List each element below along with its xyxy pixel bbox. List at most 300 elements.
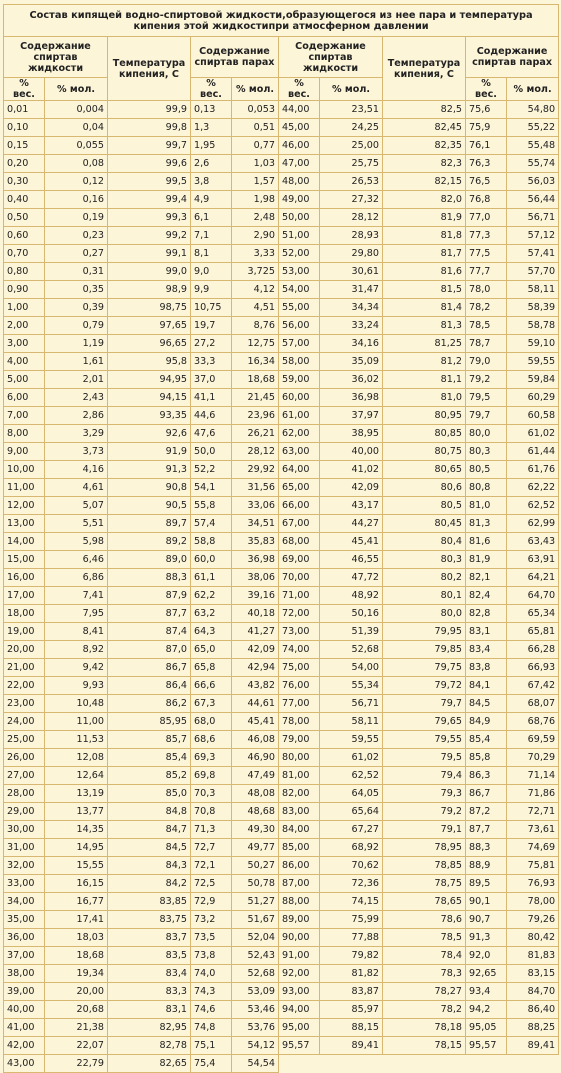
- table-row: [4, 695, 559, 713]
- vapor-mol-cell: 66,28: [507, 641, 559, 659]
- liquid-wt-cell: 52,00: [279, 245, 320, 263]
- table-row: [4, 623, 559, 641]
- boiling-temp-cell: 84,8: [108, 803, 191, 821]
- vapor-wt-cell: 50,0: [191, 443, 232, 461]
- header-boiling-temp: Температура кипения, С: [108, 37, 191, 101]
- table-row: [4, 965, 559, 983]
- boiling-temp-cell: 87,0: [108, 641, 191, 659]
- vapor-wt-cell: 72,5: [191, 875, 232, 893]
- liquid-wt-cell: 17,00: [4, 587, 45, 605]
- table-row: [4, 1055, 559, 1073]
- empty-cell: [279, 1055, 559, 1073]
- liquid-wt-cell: 18,00: [4, 605, 45, 623]
- boiling-temp-cell: 99,5: [108, 173, 191, 191]
- boiling-temp-cell: 80,95: [383, 407, 466, 425]
- vapor-mol-cell: 0,77: [232, 137, 279, 155]
- liquid-wt-cell: 95,57: [279, 1037, 320, 1055]
- table-row: [4, 1001, 559, 1019]
- liquid-wt-cell: 59,00: [279, 371, 320, 389]
- liquid-mol-cell: 54,00: [320, 659, 383, 677]
- liquid-wt-cell: 68,00: [279, 533, 320, 551]
- header-vapor-mol-right: % мол.: [507, 78, 559, 101]
- liquid-wt-cell: 10,00: [4, 461, 45, 479]
- boiling-temp-cell: 81,1: [383, 371, 466, 389]
- boiling-temp-cell: 79,95: [383, 623, 466, 641]
- boiling-temp-cell: 82,15: [383, 173, 466, 191]
- vapor-wt-cell: 10,75: [191, 299, 232, 317]
- vapor-wt-cell: 75,1: [191, 1037, 232, 1055]
- liquid-wt-cell: 20,00: [4, 641, 45, 659]
- table-row: [4, 227, 559, 245]
- boiling-temp-cell: 87,9: [108, 587, 191, 605]
- vapor-mol-cell: 0,053: [232, 101, 279, 119]
- table-row: [4, 101, 559, 119]
- liquid-mol-cell: 15,55: [45, 857, 108, 875]
- table-row: [4, 173, 559, 191]
- table-row: [4, 479, 559, 497]
- liquid-mol-cell: 64,05: [320, 785, 383, 803]
- vapor-wt-cell: 84,5: [466, 695, 507, 713]
- table-row: [4, 569, 559, 587]
- vapor-wt-cell: 95,57: [466, 1037, 507, 1055]
- vapor-wt-cell: 4,9: [191, 191, 232, 209]
- vapor-mol-cell: 8,76: [232, 317, 279, 335]
- liquid-wt-cell: 76,00: [279, 677, 320, 695]
- liquid-wt-cell: 0,01: [4, 101, 45, 119]
- liquid-mol-cell: 35,09: [320, 353, 383, 371]
- liquid-wt-cell: 63,00: [279, 443, 320, 461]
- boiling-temp-cell: 83,7: [108, 929, 191, 947]
- liquid-mol-cell: 18,68: [45, 947, 108, 965]
- boiling-temp-cell: 79,65: [383, 713, 466, 731]
- liquid-mol-cell: 16,15: [45, 875, 108, 893]
- liquid-wt-cell: 78,00: [279, 713, 320, 731]
- boiling-temp-cell: 86,2: [108, 695, 191, 713]
- liquid-wt-cell: 94,00: [279, 1001, 320, 1019]
- boiling-temp-cell: 99,4: [108, 191, 191, 209]
- liquid-mol-cell: 1,19: [45, 335, 108, 353]
- liquid-wt-cell: 64,00: [279, 461, 320, 479]
- table-row: [4, 299, 559, 317]
- liquid-wt-cell: 30,00: [4, 821, 45, 839]
- boiling-temp-cell: 88,3: [108, 569, 191, 587]
- boiling-temp-cell: 81,3: [383, 317, 466, 335]
- boiling-temp-cell: 99,0: [108, 263, 191, 281]
- liquid-mol-cell: 0,055: [45, 137, 108, 155]
- liquid-mol-cell: 16,77: [45, 893, 108, 911]
- boiling-temp-cell: 82,78: [108, 1037, 191, 1055]
- liquid-mol-cell: 6,46: [45, 551, 108, 569]
- table-row: [4, 155, 559, 173]
- vapor-wt-cell: 73,2: [191, 911, 232, 929]
- liquid-wt-cell: 73,00: [279, 623, 320, 641]
- liquid-wt-cell: 67,00: [279, 515, 320, 533]
- liquid-mol-cell: 42,09: [320, 479, 383, 497]
- boiling-temp-cell: 94,15: [108, 389, 191, 407]
- vapor-wt-cell: 89,5: [466, 875, 507, 893]
- liquid-wt-cell: 44,00: [279, 101, 320, 119]
- vapor-wt-cell: 92,65: [466, 965, 507, 983]
- boiling-temp-cell: 82,0: [383, 191, 466, 209]
- boiling-temp-cell: 80,1: [383, 587, 466, 605]
- boiling-temp-cell: 79,72: [383, 677, 466, 695]
- boiling-temp-cell: 79,1: [383, 821, 466, 839]
- liquid-wt-cell: 69,00: [279, 551, 320, 569]
- vapor-mol-cell: 2,90: [232, 227, 279, 245]
- table-row: [4, 605, 559, 623]
- boiling-temp-cell: 79,85: [383, 641, 466, 659]
- vapor-mol-cell: 1,57: [232, 173, 279, 191]
- liquid-wt-cell: 75,00: [279, 659, 320, 677]
- table-row: [4, 353, 559, 371]
- boiling-temp-cell: 80,85: [383, 425, 466, 443]
- table-row: [4, 893, 559, 911]
- boiling-temp-cell: 79,5: [383, 749, 466, 767]
- table-row: [4, 587, 559, 605]
- boiling-temp-cell: 99,1: [108, 245, 191, 263]
- vapor-mol-cell: 71,86: [507, 785, 559, 803]
- boiling-temp-cell: 83,75: [108, 911, 191, 929]
- vapor-wt-cell: 80,0: [466, 425, 507, 443]
- vapor-mol-cell: 76,93: [507, 875, 559, 893]
- vapor-wt-cell: 82,4: [466, 587, 507, 605]
- vapor-mol-cell: 4,51: [232, 299, 279, 317]
- boiling-temp-cell: 81,2: [383, 353, 466, 371]
- vapor-wt-cell: 66,6: [191, 677, 232, 695]
- vapor-wt-cell: 84,9: [466, 713, 507, 731]
- vapor-wt-cell: 80,8: [466, 479, 507, 497]
- vapor-wt-cell: 87,7: [466, 821, 507, 839]
- vapor-mol-cell: 48,08: [232, 785, 279, 803]
- liquid-mol-cell: 52,68: [320, 641, 383, 659]
- vapor-wt-cell: 75,9: [466, 119, 507, 137]
- boiling-temp-cell: 79,55: [383, 731, 466, 749]
- liquid-wt-cell: 57,00: [279, 335, 320, 353]
- vapor-wt-cell: 72,9: [191, 893, 232, 911]
- liquid-mol-cell: 10,48: [45, 695, 108, 713]
- boiling-temp-cell: 81,0: [383, 389, 466, 407]
- vapor-wt-cell: 77,0: [466, 209, 507, 227]
- vapor-wt-cell: 67,3: [191, 695, 232, 713]
- table-row: [4, 461, 559, 479]
- liquid-wt-cell: 36,00: [4, 929, 45, 947]
- liquid-wt-cell: 4,00: [4, 353, 45, 371]
- boiling-temp-cell: 86,4: [108, 677, 191, 695]
- boiling-temp-cell: 80,45: [383, 515, 466, 533]
- vapor-wt-cell: 78,7: [466, 335, 507, 353]
- liquid-wt-cell: 38,00: [4, 965, 45, 983]
- liquid-mol-cell: 74,15: [320, 893, 383, 911]
- liquid-wt-cell: 62,00: [279, 425, 320, 443]
- liquid-mol-cell: 8,92: [45, 641, 108, 659]
- liquid-mol-cell: 85,97: [320, 1001, 383, 1019]
- vapor-wt-cell: 78,5: [466, 317, 507, 335]
- boiling-temp-cell: 98,75: [108, 299, 191, 317]
- table-row: [4, 1019, 559, 1037]
- boiling-temp-cell: 81,4: [383, 299, 466, 317]
- vapor-mol-cell: 43,82: [232, 677, 279, 695]
- liquid-mol-cell: 62,52: [320, 767, 383, 785]
- boiling-temp-cell: 80,75: [383, 443, 466, 461]
- vapor-mol-cell: 58,39: [507, 299, 559, 317]
- vapor-mol-cell: 36,98: [232, 551, 279, 569]
- liquid-mol-cell: 55,34: [320, 677, 383, 695]
- boiling-temp-cell: 92,6: [108, 425, 191, 443]
- vapor-mol-cell: 44,61: [232, 695, 279, 713]
- boiling-temp-cell: 89,7: [108, 515, 191, 533]
- liquid-mol-cell: 0,19: [45, 209, 108, 227]
- boiling-temp-cell: 78,85: [383, 857, 466, 875]
- liquid-mol-cell: 38,95: [320, 425, 383, 443]
- vapor-mol-cell: 70,29: [507, 749, 559, 767]
- vapor-wt-cell: 73,8: [191, 947, 232, 965]
- liquid-mol-cell: 14,35: [45, 821, 108, 839]
- boiling-temp-cell: 85,2: [108, 767, 191, 785]
- vapor-wt-cell: 74,3: [191, 983, 232, 1001]
- vapor-wt-cell: 69,8: [191, 767, 232, 785]
- vapor-mol-cell: 60,29: [507, 389, 559, 407]
- vapor-mol-cell: 3,33: [232, 245, 279, 263]
- vapor-wt-cell: 90,7: [466, 911, 507, 929]
- vapor-mol-cell: 58,11: [507, 281, 559, 299]
- vapor-wt-cell: 54,1: [191, 479, 232, 497]
- liquid-mol-cell: 47,72: [320, 569, 383, 587]
- liquid-wt-cell: 42,00: [4, 1037, 45, 1055]
- liquid-mol-cell: 58,11: [320, 713, 383, 731]
- table-row: [4, 281, 559, 299]
- table-row: [4, 947, 559, 965]
- table-row: [4, 245, 559, 263]
- liquid-mol-cell: 56,71: [320, 695, 383, 713]
- liquid-mol-cell: 29,80: [320, 245, 383, 263]
- vapor-mol-cell: 49,30: [232, 821, 279, 839]
- boiling-temp-cell: 82,5: [383, 101, 466, 119]
- liquid-mol-cell: 36,02: [320, 371, 383, 389]
- table-row: [4, 263, 559, 281]
- vapor-mol-cell: 86,40: [507, 1001, 559, 1019]
- vapor-mol-cell: 33,06: [232, 497, 279, 515]
- liquid-mol-cell: 19,34: [45, 965, 108, 983]
- vapor-wt-cell: 85,8: [466, 749, 507, 767]
- boiling-temp-cell: 84,3: [108, 857, 191, 875]
- liquid-wt-cell: 31,00: [4, 839, 45, 857]
- liquid-mol-cell: 77,88: [320, 929, 383, 947]
- vapor-mol-cell: 52,04: [232, 929, 279, 947]
- vapor-wt-cell: 94,2: [466, 1001, 507, 1019]
- liquid-mol-cell: 30,61: [320, 263, 383, 281]
- boiling-temp-cell: 80,2: [383, 569, 466, 587]
- liquid-mol-cell: 75,99: [320, 911, 383, 929]
- vapor-wt-cell: 9,9: [191, 281, 232, 299]
- table-row: [4, 137, 559, 155]
- vapor-wt-cell: 77,3: [466, 227, 507, 245]
- vapor-wt-cell: 2,6: [191, 155, 232, 173]
- vapor-mol-cell: 34,51: [232, 515, 279, 533]
- table-row: [4, 425, 559, 443]
- boiling-temp-cell: 99,6: [108, 155, 191, 173]
- vapor-wt-cell: 76,8: [466, 191, 507, 209]
- liquid-wt-cell: 25,00: [4, 731, 45, 749]
- liquid-wt-cell: 50,00: [279, 209, 320, 227]
- boiling-temp-cell: 80,5: [383, 497, 466, 515]
- vapor-wt-cell: 88,3: [466, 839, 507, 857]
- liquid-mol-cell: 0,31: [45, 263, 108, 281]
- boiling-temp-cell: 99,3: [108, 209, 191, 227]
- liquid-mol-cell: 2,86: [45, 407, 108, 425]
- vapor-mol-cell: 45,41: [232, 713, 279, 731]
- vapor-wt-cell: 83,1: [466, 623, 507, 641]
- liquid-mol-cell: 33,24: [320, 317, 383, 335]
- liquid-mol-cell: 11,00: [45, 713, 108, 731]
- vapor-mol-cell: 55,22: [507, 119, 559, 137]
- vapor-mol-cell: 65,81: [507, 623, 559, 641]
- vapor-mol-cell: 57,70: [507, 263, 559, 281]
- liquid-wt-cell: 2,00: [4, 317, 45, 335]
- vapor-wt-cell: 80,5: [466, 461, 507, 479]
- table-row: [4, 533, 559, 551]
- boiling-temp-cell: 81,8: [383, 227, 466, 245]
- liquid-wt-cell: 22,00: [4, 677, 45, 695]
- liquid-mol-cell: 8,41: [45, 623, 108, 641]
- boiling-temp-cell: 89,0: [108, 551, 191, 569]
- vapor-mol-cell: 62,22: [507, 479, 559, 497]
- table-row: [4, 515, 559, 533]
- vapor-mol-cell: 78,00: [507, 893, 559, 911]
- boiling-temp-cell: 80,4: [383, 533, 466, 551]
- vapor-mol-cell: 51,27: [232, 893, 279, 911]
- liquid-mol-cell: 3,73: [45, 443, 108, 461]
- liquid-mol-cell: 67,27: [320, 821, 383, 839]
- liquid-mol-cell: 0,08: [45, 155, 108, 173]
- liquid-wt-cell: 41,00: [4, 1019, 45, 1037]
- header-liquid-mol: % мол.: [45, 78, 108, 101]
- vapor-wt-cell: 78,0: [466, 281, 507, 299]
- vapor-wt-cell: 75,6: [466, 101, 507, 119]
- boiling-temp-cell: 82,3: [383, 155, 466, 173]
- liquid-wt-cell: 15,00: [4, 551, 45, 569]
- table-row: [4, 317, 559, 335]
- table-row: [4, 785, 559, 803]
- table-row: [4, 875, 559, 893]
- vapor-mol-cell: 48,68: [232, 803, 279, 821]
- liquid-wt-cell: 21,00: [4, 659, 45, 677]
- header-liquid-wt-right: % вес.: [279, 78, 320, 101]
- boiling-temp-cell: 81,9: [383, 209, 466, 227]
- vapor-mol-cell: 38,06: [232, 569, 279, 587]
- boiling-temp-cell: 82,35: [383, 137, 466, 155]
- table-row: [4, 443, 559, 461]
- vapor-mol-cell: 29,92: [232, 461, 279, 479]
- vapor-wt-cell: 19,7: [191, 317, 232, 335]
- vapor-wt-cell: 60,0: [191, 551, 232, 569]
- boiling-temp-cell: 79,75: [383, 659, 466, 677]
- vapor-wt-cell: 78,2: [466, 299, 507, 317]
- vapor-mol-cell: 4,12: [232, 281, 279, 299]
- vapor-wt-cell: 82,8: [466, 605, 507, 623]
- vapor-wt-cell: 61,1: [191, 569, 232, 587]
- liquid-wt-cell: 82,00: [279, 785, 320, 803]
- liquid-wt-cell: 83,00: [279, 803, 320, 821]
- table-row: [4, 911, 559, 929]
- liquid-wt-cell: 45,00: [279, 119, 320, 137]
- liquid-wt-cell: 24,00: [4, 713, 45, 731]
- liquid-mol-cell: 14,95: [45, 839, 108, 857]
- boiling-temp-cell: 89,2: [108, 533, 191, 551]
- liquid-mol-cell: 1,61: [45, 353, 108, 371]
- liquid-wt-cell: 56,00: [279, 317, 320, 335]
- vapor-wt-cell: 72,1: [191, 857, 232, 875]
- vapor-mol-cell: 64,21: [507, 569, 559, 587]
- vapor-mol-cell: 3,725: [232, 263, 279, 281]
- liquid-wt-cell: 0,30: [4, 173, 45, 191]
- boiling-temp-cell: 83,3: [108, 983, 191, 1001]
- vapor-mol-cell: 68,76: [507, 713, 559, 731]
- vapor-mol-cell: 51,67: [232, 911, 279, 929]
- liquid-mol-cell: 34,16: [320, 335, 383, 353]
- liquid-wt-cell: 74,00: [279, 641, 320, 659]
- boiling-temp-cell: 99,7: [108, 137, 191, 155]
- boiling-temp-cell: 86,7: [108, 659, 191, 677]
- table-row: [4, 551, 559, 569]
- boiling-temp-cell: 78,15: [383, 1037, 466, 1055]
- vapor-wt-cell: 65,8: [191, 659, 232, 677]
- liquid-mol-cell: 0,79: [45, 317, 108, 335]
- liquid-mol-cell: 68,92: [320, 839, 383, 857]
- liquid-mol-cell: 27,32: [320, 191, 383, 209]
- liquid-mol-cell: 81,82: [320, 965, 383, 983]
- vapor-mol-cell: 72,71: [507, 803, 559, 821]
- vapor-wt-cell: 88,9: [466, 857, 507, 875]
- vapor-wt-cell: 81,3: [466, 515, 507, 533]
- liquid-mol-cell: 11,53: [45, 731, 108, 749]
- vapor-mol-cell: 63,91: [507, 551, 559, 569]
- liquid-mol-cell: 0,39: [45, 299, 108, 317]
- vapor-mol-cell: 60,58: [507, 407, 559, 425]
- liquid-wt-cell: 72,00: [279, 605, 320, 623]
- vapor-mol-cell: 59,84: [507, 371, 559, 389]
- vapor-mol-cell: 39,16: [232, 587, 279, 605]
- table-row: [4, 983, 559, 1001]
- vapor-mol-cell: 54,12: [232, 1037, 279, 1055]
- liquid-wt-cell: 77,00: [279, 695, 320, 713]
- vapor-wt-cell: 77,7: [466, 263, 507, 281]
- table-row: [4, 821, 559, 839]
- vapor-mol-cell: 50,78: [232, 875, 279, 893]
- table-row: [4, 659, 559, 677]
- boiling-temp-cell: 94,95: [108, 371, 191, 389]
- liquid-mol-cell: 61,02: [320, 749, 383, 767]
- liquid-wt-cell: 39,00: [4, 983, 45, 1001]
- liquid-mol-cell: 72,36: [320, 875, 383, 893]
- liquid-mol-cell: 0,04: [45, 119, 108, 137]
- liquid-mol-cell: 18,03: [45, 929, 108, 947]
- liquid-wt-cell: 0,20: [4, 155, 45, 173]
- vapor-mol-cell: 84,70: [507, 983, 559, 1001]
- vapor-mol-cell: 64,70: [507, 587, 559, 605]
- liquid-wt-cell: 0,80: [4, 263, 45, 281]
- vapor-wt-cell: 81,9: [466, 551, 507, 569]
- boiling-temp-cell: 84,2: [108, 875, 191, 893]
- liquid-wt-cell: 70,00: [279, 569, 320, 587]
- vapor-wt-cell: 79,7: [466, 407, 507, 425]
- liquid-mol-cell: 89,41: [320, 1037, 383, 1055]
- liquid-wt-cell: 46,00: [279, 137, 320, 155]
- liquid-mol-cell: 25,75: [320, 155, 383, 173]
- vapor-wt-cell: 76,3: [466, 155, 507, 173]
- boiling-temp-cell: 99,2: [108, 227, 191, 245]
- liquid-mol-cell: 79,82: [320, 947, 383, 965]
- table-row: [4, 209, 559, 227]
